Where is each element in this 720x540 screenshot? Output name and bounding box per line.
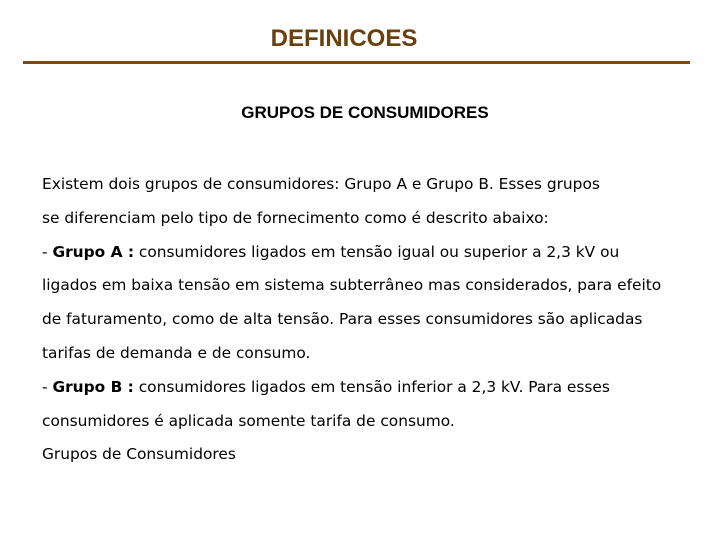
slide-body: [42, 173, 702, 477]
footer-caption: Grupos de Consumidores: [42, 445, 236, 464]
slide-title: DEFINICOES: [270, 25, 418, 52]
group-b-line: consumidores é aplicada somente tarifa de consumo.: [42, 411, 455, 430]
group-a-line: ligados em baixa tensão em sistema subterrâneo mas considerados, para efeito: [42, 276, 662, 295]
group-b-text: consumidores ligados em tensão inferior a 2,3 kV. Para esses: [133, 377, 610, 396]
intro-line: se diferenciam pelo tipo de fornecimento como é descrito abaixo:: [42, 208, 549, 227]
intro-line: Existem dois grupos de consumidores: Grupo A e Grupo B. Esses grupos: [42, 175, 600, 193]
group-a-line: de faturamento, como de alta tensão. Para esses consumidores são aplicadas: [42, 310, 643, 329]
group-b-prefix: -: [42, 377, 53, 396]
group-a-line: [42, 241, 702, 275]
group-b-line: [42, 376, 702, 410]
group-a-line: tarifas de demanda e de consumo.: [42, 343, 311, 362]
group-b-label: Grupo B :: [52, 377, 134, 396]
section-subtitle: GRUPOS DE CONSUMIDORES: [241, 103, 489, 122]
group-a-text: consumidores ligados em tensão igual ou superior a 2,3 kV ou: [134, 242, 620, 261]
title-divider: [23, 61, 690, 64]
group-a-label: Grupo A :: [52, 242, 135, 261]
group-a-prefix: -: [42, 242, 53, 261]
